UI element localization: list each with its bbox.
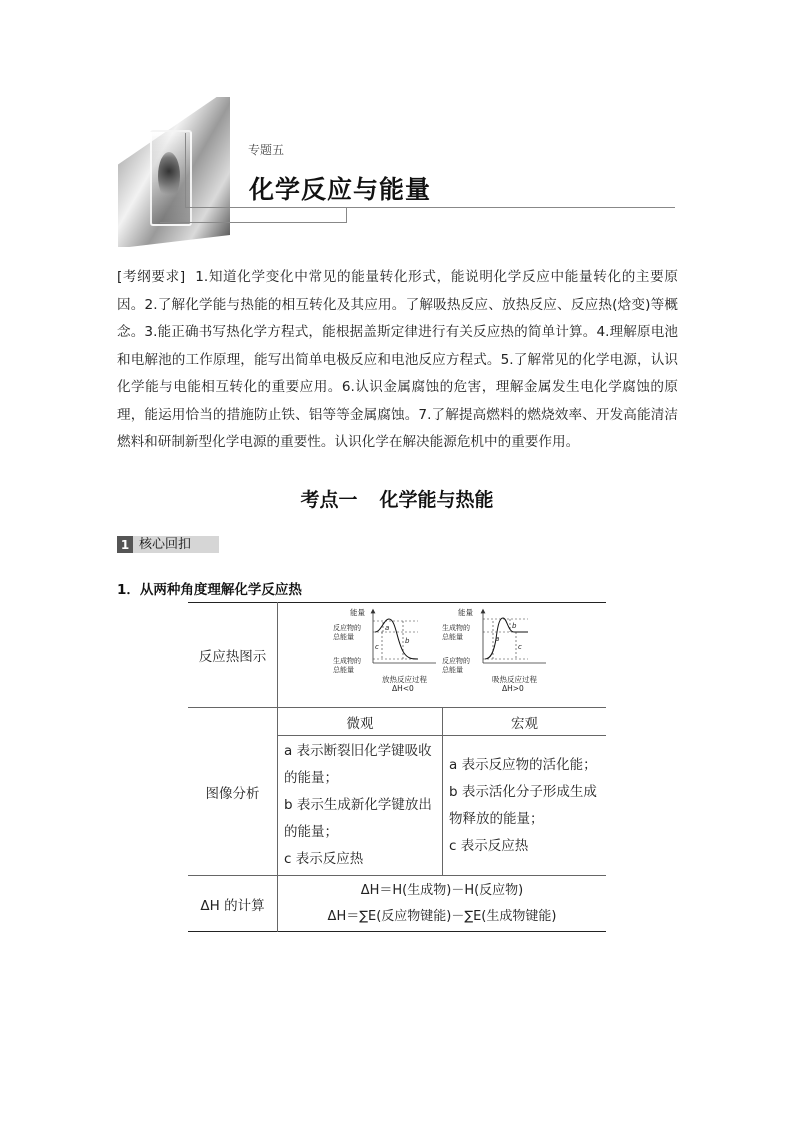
macro-line-c: c 表示反应热 — [449, 837, 529, 854]
item-title: 1．从两种角度理解化学反应热 — [117, 582, 302, 598]
macro-line-a: a 表示反应物的活化能； — [449, 756, 597, 773]
section-name: 化学能与热能 — [379, 489, 494, 511]
micro-line-c: c 表示反应热 — [284, 851, 364, 867]
endo-caption-1: 吸热反应过程 — [492, 675, 537, 684]
micro-header: 微观 — [278, 708, 443, 736]
exo-top-label-1: 反应物的 — [333, 624, 361, 632]
endo-top-label-2: 总能量 — [442, 633, 463, 641]
exo-bottom-label-2: 总能量 — [333, 666, 354, 674]
endo-energy-curve — [485, 618, 528, 659]
formula-enthalpy: ΔH＝H(生成物)－H(反应物) — [360, 882, 524, 898]
header-rule-lower — [160, 222, 346, 223]
section-prefix: 考点一 — [300, 489, 358, 511]
header-photo-ink-swirl — [158, 152, 180, 200]
exo-a-label: a — [385, 624, 390, 632]
exo-caption-2: ΔH<0 — [392, 684, 414, 693]
table-row — [188, 708, 606, 736]
endothermic-diagram — [442, 607, 546, 693]
exothermic-diagram — [333, 607, 436, 693]
endo-a-label: a — [495, 635, 500, 643]
syllabus-tag: [考纲要求] — [117, 269, 186, 285]
exo-energy-curve — [375, 619, 418, 659]
header-rule-vertical — [185, 133, 186, 207]
exo-top-label-2: 总能量 — [333, 633, 354, 641]
page-title: 化学反应与能量 — [249, 175, 432, 204]
endo-caption-2: ΔH>0 — [502, 684, 524, 693]
header-rule-horizontal — [185, 207, 675, 208]
exo-b-label: b — [405, 637, 410, 645]
table-row — [188, 876, 606, 932]
topic-label: 专题五 — [248, 143, 285, 157]
macro-line-b: b 表示活化分子形成生成物释放的能量； — [449, 783, 597, 827]
exo-ylabel: 能量 — [350, 608, 365, 617]
exo-c-label: c — [375, 643, 379, 651]
formula-bond-energy: ΔH＝∑E(反应物键能)－∑E(生成物键能) — [327, 908, 557, 924]
diagram-cell — [278, 603, 607, 708]
header-rule-lower-tick — [346, 208, 347, 223]
exo-caption-1: 放热反应过程 — [382, 675, 427, 684]
reaction-heat-table — [188, 602, 606, 932]
energy-diagrams — [278, 603, 606, 703]
micro-line-a: a 表示断裂旧化学键吸收的能量； — [284, 743, 432, 786]
core-review-badge — [117, 536, 219, 553]
row-header-analysis: 图像分析 — [205, 785, 260, 802]
endo-c-label: c — [518, 643, 522, 651]
endo-bottom-label-1: 反应物的 — [442, 657, 470, 665]
endo-ylabel: 能量 — [458, 608, 473, 617]
micro-line-b: b 表示生成新化学键放出的能量； — [284, 797, 432, 840]
table-row — [188, 603, 606, 708]
endo-b-label: b — [512, 622, 517, 630]
macro-analysis-cell — [443, 736, 607, 876]
core-review-number: 1 — [117, 536, 133, 553]
syllabus-text: 1.知道化学变化中常见的能量转化形式，能说明化学反应中能量转化的主要原因。2.了解化学能与热能的相互转化及其应用。了解吸热反应、放热反应、反应热(焓变)等概念。3.能正确书写热化学方程式，能根据盖斯定律进行有关反应热的简单计算。4.理解原电池和电解池的工作原理，能写出简单电极反应和电池反应方程式。5.了解常见的化学电源，认识化学能与电能相互转化的重要应用。6.认识金属腐蚀的危害，理解金属发生电化学腐蚀的原理，能运用恰当的措施防止铁、铝等等金属腐蚀。7.了解提高燃料的燃烧效率、开发高能清洁燃料和研制新型化学电源的重要性。认识化学在解决能源危机中的重要作用。 — [117, 269, 678, 450]
endo-bottom-label-2: 总能量 — [442, 666, 463, 674]
core-review-label: 核心回扣 — [133, 536, 219, 553]
row-header-diagram: 反应热图示 — [198, 649, 267, 665]
section-title — [0, 485, 794, 512]
exo-bottom-label-1: 生成物的 — [333, 657, 361, 665]
syllabus-paragraph — [117, 264, 678, 457]
micro-analysis-cell — [278, 736, 443, 876]
macro-header: 宏观 — [443, 708, 607, 736]
row-header-calculation: ΔH 的计算 — [200, 897, 265, 914]
endo-top-label-1: 生成物的 — [442, 624, 470, 632]
formula-cell — [278, 876, 607, 932]
